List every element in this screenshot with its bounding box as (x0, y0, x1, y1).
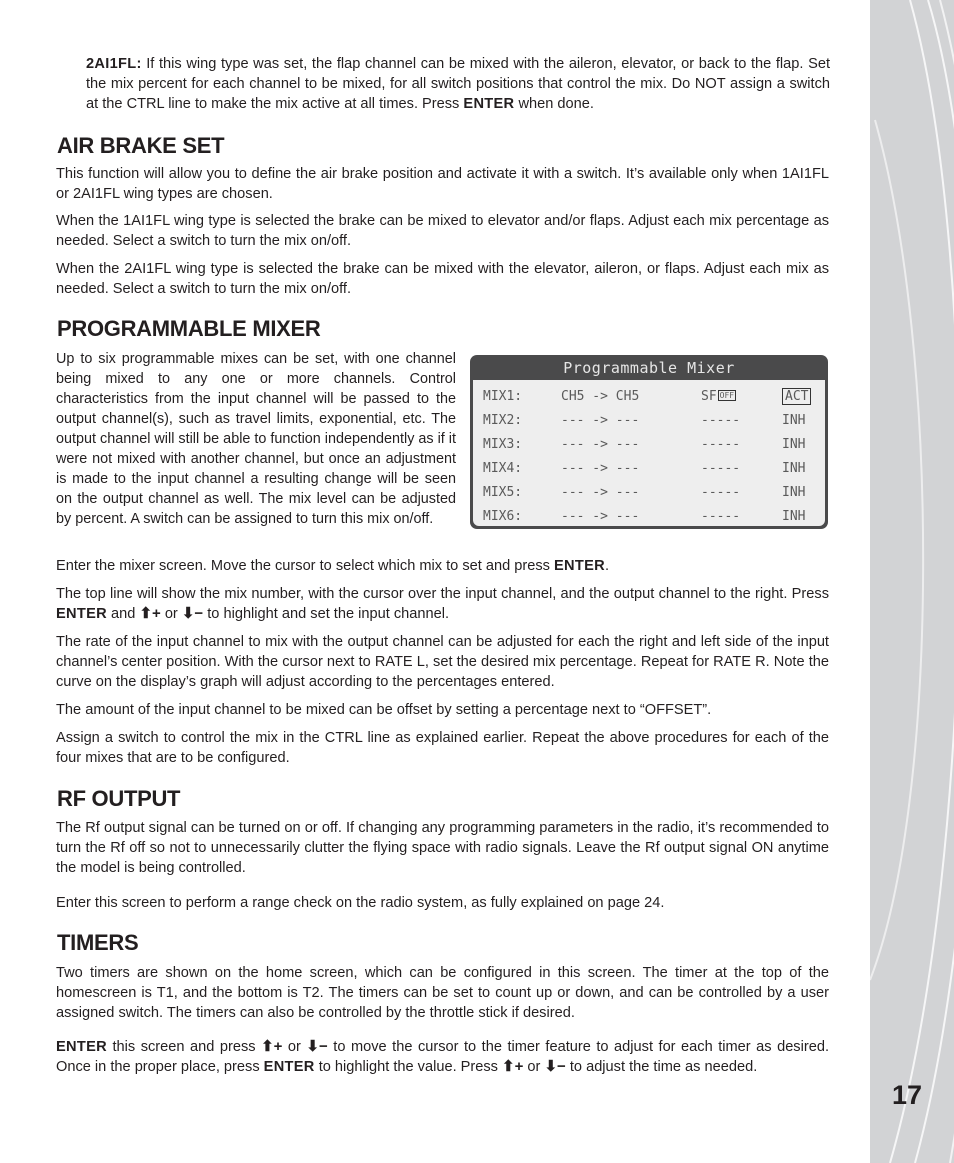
mix-switch: ----- (701, 413, 741, 428)
prog-mixer-paragraph-6: Assign a switch to control the mix in the CTRL line as explained earlier. Repeat the above procedures for each of the four mixes that are to be configured. (56, 730, 829, 766)
mix-channels: --- -> --- (561, 461, 640, 476)
text: and (106, 606, 140, 622)
prog-mixer-paragraph-3 (56, 584, 829, 624)
air-brake-paragraph-3: When the 2AI1FL wing type is selected the brake can be mixed with the elevator, aileron, or flaps. Adjust each mix as needed. Select a switch to turn the mix on/off. (56, 261, 829, 297)
text: The top line will show the mix number, with the cursor over the input channel, and the output channel to the right. Press (56, 586, 829, 602)
mix-label: MIX6: (483, 509, 523, 524)
mix-status: INH (782, 485, 806, 500)
intro-text-before: If this wing type was set, the flap channel can be mixed with the aileron, elevator, or back to the flap. Set the mix percent for each channel to be mixed, for all switch positions that control the mix. Do NOT assign a switch at the CTRL line to make the mix active at all times. Press (86, 56, 830, 112)
text: . (604, 558, 610, 574)
air-brake-paragraph-2: When the 1AI1FL wing type is selected the brake can be mixed to elevator and/or flaps. Adjust each mix percentage as needed. Select a switch to turn the mix on/off. (56, 213, 829, 249)
mix-channels: --- -> --- (561, 413, 640, 428)
switch-state-badge: OFF (719, 391, 735, 400)
prog-mixer-paragraph-4: The rate of the input channel to mix with the output channel can be adjusted for each the right and left side of the input channel’s center position. With the cursor next to RATE L, set the desired mix percentage. Repeat for RATE R. Note the curve on the display’s graph will adjust according to the percentages entered. (56, 634, 829, 690)
text: or (282, 1039, 307, 1055)
intro-text-after: when done. (514, 96, 594, 112)
mix-channels: --- -> --- (561, 485, 640, 500)
prog-mixer-paragraph-1: Up to six programmable mixes can be set, with one channel being mixed to any one or more channels. Control characteristics from the input channel will be passed to the output channel(s), such as travel limits, exponential, etc. The output channel will still be able to function independently as if it were not mixed with another channel, but once an adjustment is made to the input channel a resulting change will be seen on the output channel as well. The mix level can be adjusted by percent. A switch can be assigned to turn this mix on/off. (56, 351, 456, 527)
lcd-row (473, 386, 825, 408)
enter-key-label: ENTER (463, 96, 515, 112)
mix-channels: --- -> --- (561, 437, 640, 452)
mix-channels: CH5 -> CH5 (561, 389, 640, 404)
mix-switch (701, 389, 736, 404)
mix-status: INH (782, 437, 806, 452)
mix-status: INH (782, 461, 806, 476)
lcd-row (473, 482, 825, 504)
intro-label: 2AI1FL: (86, 56, 142, 72)
enter-key-label: ENTER (56, 606, 107, 622)
timers-paragraph-1: Two timers are shown on the home screen, which can be configured in this screen. The timer at the top of the homescreen is T1, and the bottom is T2. The timers can be set to count up or down, and can be controlled by a user assigned switch. The timers can also be controlled by the throttle stick if desired. (56, 965, 829, 1021)
enter-key-label: ENTER (554, 558, 605, 574)
text: to highlight and set the input channel. (203, 606, 450, 622)
rf-output-heading: RF OUTPUT (57, 786, 181, 811)
mix-label: MIX1: (483, 389, 523, 404)
mix-status: INH (782, 413, 806, 428)
intro-paragraph (86, 54, 830, 114)
lcd-row (473, 410, 825, 432)
prog-mixer-paragraph-5: The amount of the input channel to be mixed can be offset by setting a percentage next to “OFFSET”. (56, 702, 712, 718)
lcd-row (473, 434, 825, 456)
mix-status: INH (782, 509, 806, 524)
timers-heading: TIMERS (57, 930, 139, 955)
mix-switch: ----- (701, 437, 741, 452)
mix-label: MIX4: (483, 461, 523, 476)
text: or (523, 1059, 545, 1075)
mix-switch: ----- (701, 485, 741, 500)
down-minus-key-icon: ⬇− (306, 1038, 328, 1055)
lcd-body (473, 380, 825, 526)
lcd-row (473, 506, 825, 528)
mix-label: MIX3: (483, 437, 523, 452)
up-plus-key-icon: ⬆+ (502, 1058, 524, 1075)
mix-switch-name: SF (701, 389, 717, 404)
decorative-arcs (870, 0, 954, 1163)
mix-status-active: ACT (782, 388, 811, 405)
down-minus-key-icon: ⬇− (181, 605, 204, 622)
page-number: 17 (891, 1080, 923, 1110)
down-minus-key-icon: ⬇− (544, 1058, 566, 1075)
text: to move the cursor to the timer feature to adjust for each timer as desired. Once in the proper place, press (56, 1039, 829, 1075)
mix-label: MIX2: (483, 413, 523, 428)
enter-key-label: ENTER (263, 1059, 315, 1075)
text: or (160, 606, 182, 622)
lcd-screen (470, 355, 828, 529)
rf-output-paragraph-1: The Rf output signal can be turned on or off. If changing any programming parameters in the radio, it’s recommended to turn the Rf off so not to unnecessarily clutter the flying space with radio signals. Leave the Rf output signal ON anytime the model is being controlled. (56, 820, 829, 876)
mix-switch: ----- (701, 509, 741, 524)
air-brake-paragraph-1: This function will allow you to define the air brake position and activate it with a switch. It’s available only when 1AI1FL or 2AI1FL wing types are chosen. (56, 166, 829, 202)
air-brake-heading: AIR BRAKE SET (57, 133, 225, 158)
lcd-title: Programmable Mixer (563, 359, 735, 377)
text: this screen and press (106, 1039, 262, 1055)
mix-label: MIX5: (483, 485, 523, 500)
text: to adjust the time as needed. (565, 1059, 758, 1075)
text: to highlight the value. Press (314, 1059, 503, 1075)
timers-paragraph-2 (56, 1037, 829, 1077)
enter-key-label: ENTER (56, 1039, 107, 1055)
rf-output-paragraph-2: Enter this screen to perform a range check on the radio system, as fully explained on page 24. (56, 895, 665, 911)
up-plus-key-icon: ⬆+ (139, 605, 161, 622)
mix-channels: --- -> --- (561, 509, 640, 524)
prog-mixer-heading: PROGRAMMABLE MIXER (57, 316, 321, 341)
lcd-row (473, 458, 825, 480)
text: Enter the mixer screen. Move the cursor to select which mix to set and press (56, 558, 555, 574)
up-plus-key-icon: ⬆+ (261, 1038, 283, 1055)
mix-status (782, 389, 811, 404)
page-sidebar (870, 0, 954, 1163)
prog-mixer-paragraph-2 (56, 556, 829, 576)
mix-switch: ----- (701, 461, 741, 476)
